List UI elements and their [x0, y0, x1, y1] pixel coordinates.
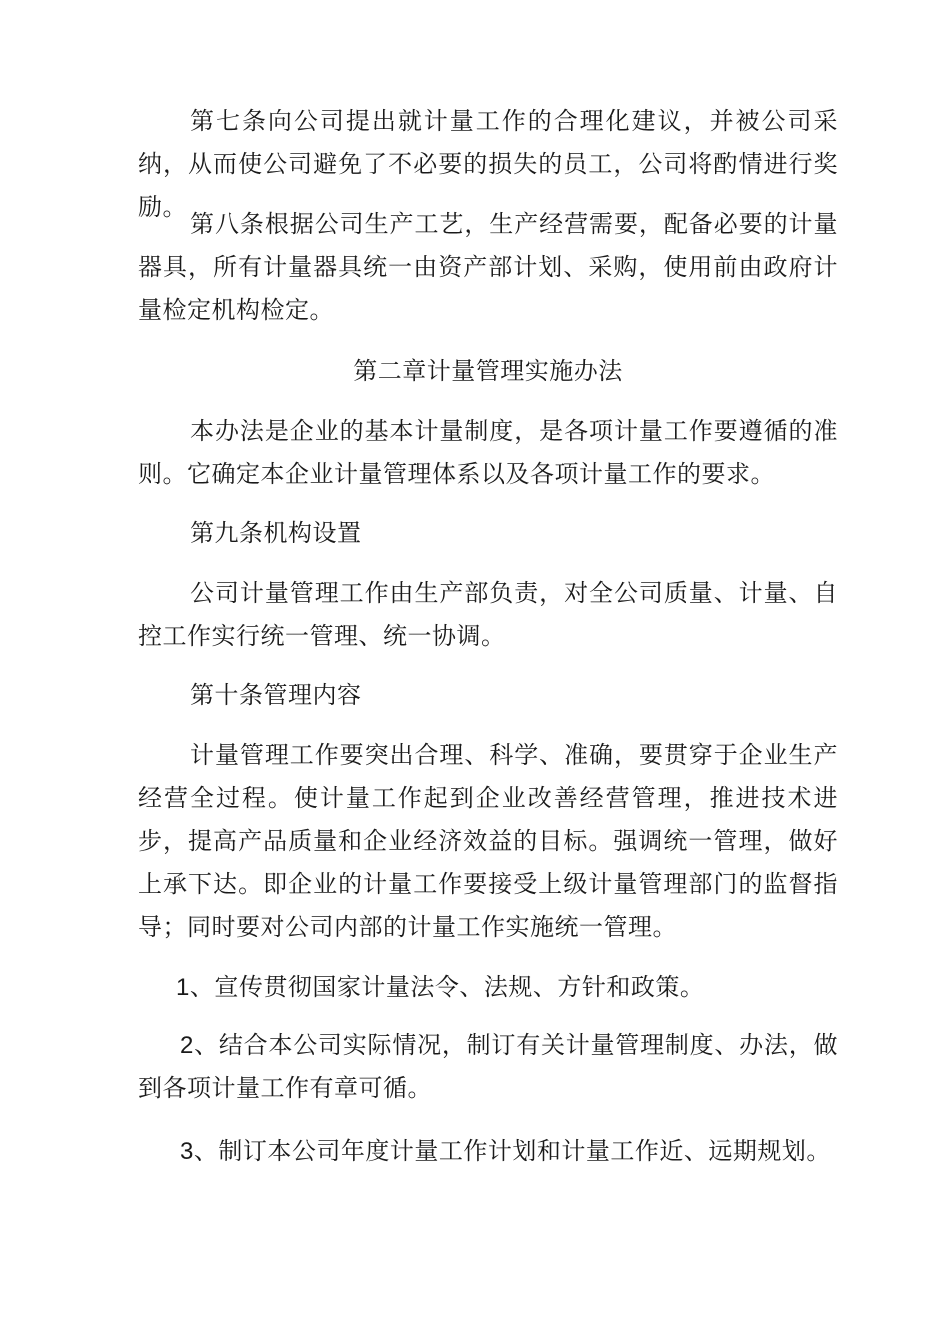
- article-9-heading: 第九条机构设置: [190, 519, 362, 547]
- list-item-3: [138, 1130, 838, 1173]
- article-9-paragraph: 公司计量管理工作由生产部负责，对全公司质量、计量、自控工作实行统一管理、统一协调。: [138, 579, 838, 650]
- article-10-heading: 第十条管理内容: [190, 681, 362, 709]
- list-item-2: [138, 1024, 838, 1110]
- article-10-paragraph: 计量管理工作要突出合理、科学、准确，要贯穿于企业生产经营全过程。使计量工作起到企业改善经营管理，推进技术进步，提高产品质量和企业经济效益的目标。强调统一管理，做好上承下达。即企业的计量工作要接受上级计量管理部门的监督指导；同时要对公司内部的计量工作实施统一管理。: [138, 741, 838, 941]
- list-item-text: 、宣传贯彻国家计量法令、法规、方针和政策。: [189, 973, 705, 1001]
- list-item-number: 3: [180, 1138, 194, 1165]
- list-item-text: 、结合本公司实际情况，制订有关计量管理制度、办法，做到各项计量工作有章可循。: [138, 1031, 838, 1102]
- list-item-number: 2: [180, 1032, 194, 1059]
- list-item-1: [138, 966, 838, 1009]
- article-7-paragraph: 第七条向公司提出就计量工作的合理化建议，并被公司采纳，从而使公司避免了不必要的损失的员工，公司将酌情进行奖励。: [138, 107, 838, 221]
- chapter-2-heading: 第二章计量管理实施办法: [353, 357, 623, 385]
- article-8-paragraph: 第八条根据公司生产工艺，生产经营需要，配备必要的计量器具，所有计量器具统一由资产部计划、采购，使用前由政府计量检定机构检定。: [138, 210, 838, 324]
- intro-paragraph: 本办法是企业的基本计量制度，是各项计量工作要遵循的准则。它确定本企业计量管理体系以及各项计量工作的要求。: [138, 417, 838, 488]
- list-item-text: 、制订本公司年度计量工作计划和计量工作近、远期规划。: [193, 1137, 831, 1165]
- list-item-number: 1: [176, 974, 190, 1001]
